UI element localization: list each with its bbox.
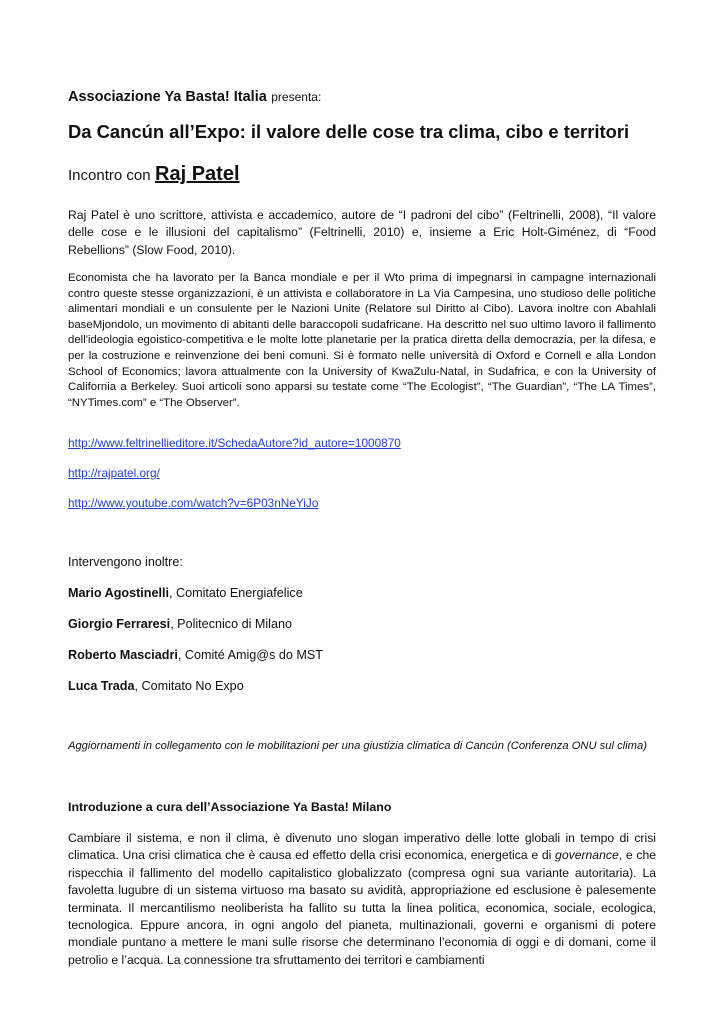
meeting-line [68, 163, 656, 186]
page-title: Da Cancún all’Expo: il valore delle cose tra clima, cibo e territori [68, 121, 630, 142]
speaker-name: Raj Patel [155, 163, 240, 185]
speaker-row [68, 617, 656, 631]
speaker-row [68, 586, 656, 600]
speaker-row-affiliation: , Politecnico di Milano [170, 617, 292, 631]
speaker-row-affiliation: , Comitato Energiafelice [169, 586, 303, 600]
speaker-row-name: Giorgio Ferraresi [68, 617, 171, 631]
intro-text-part: , e che rispecchia il fallimento del modello capitalistico globalizzato (compresa ogni sua variante autoritaria). La favoletta lugubre di un sistema virtuoso ma basato su avidità, appropriazione ed esclusione è palesemente terminata. Il mercantilismo neoliberista ha fallito su tutta la linea politica, economica, sociale, ecologica, tecnologica. Eppure ancora, in ogni angolo del pianeta, multinazionali, governi e organismi di potere mondiale puntano a mettere le mani sulle risorse che determinano l’economia di oggi e di domani, come il petrolio e l’acqua. La connessione tra sfruttamento dei territori e cambiamenti [68, 848, 656, 967]
presents-label: presenta: [271, 90, 322, 104]
intro-heading: Introduzione a cura dell’Associazione Ya Basta! Milano [68, 800, 392, 814]
speaker-row [68, 648, 656, 662]
intro-text-italic: governance [555, 848, 619, 863]
meeting-prefix: Incontro con [68, 167, 151, 184]
org-name: Associazione Ya Basta! Italia [68, 89, 267, 105]
speaker-row-name: Mario Agostinelli [68, 586, 169, 600]
intro-text [68, 830, 656, 969]
updates-note: Aggiornamenti in collegamento con le mobilitazioni per una giustizia climatica di Cancún (Conferenza ONU sul clima) [68, 740, 647, 752]
speakers-heading: Intervengono inoltre: [68, 555, 183, 569]
intro-text-part: Cambiare il sistema, e non il clima, è divenuto uno slogan imperativo delle lotte globali in tempo di crisi climatica. Una crisi climatica che è causa ed effetto della crisi economica, energetica e di [68, 831, 656, 863]
speaker-row [68, 679, 656, 693]
bio-details: Economista che ha lavorato per la Banca mondiale e per il Wto prima di impegnarsi in campagne internazionali contro queste stesse organizzazioni, è un attivista e collaboratore in La Via Campesina, uno studioso delle politiche alimentari mondiali e un consulente per le Nazioni Unite (Relatore sul Diritto al Cibo). Lavora inoltre con Abahlali baseMjondolo, un movimento di abitanti delle baraccopoli sudafricane. Ha descritto nel suo ultimo lavoro il fallimento dell'ideologia egoistico-competitiva e le molte lotte planetarie per la pratica diretta della democrazia, per la difesa, e per la costruzione e reinvenzione dei beni comuni. Si è formato nelle università di Oxford e Cornell e alla London School of Economics; lavora attualmente con la University of KwaZulu-Natal, in Sudafrica, e con la University of California a Berkeley. Suoi articoli sono apparsi su testate come “The Ecologist”, “The Guardian”, “The LA Times”, “NYTimes.com” e “The Observer”. [68, 272, 656, 409]
speaker-row-affiliation: , Comitato No Expo [134, 679, 244, 693]
bio-intro: Raj Patel è uno scrittore, attivista e accademico, autore de “I padroni del cibo” (Feltrinelli, 2008), “Il valore delle cose e le illusioni del capitalismo” (Feltrinelli, 2010) e, insieme a Eric Holt-Giménez, di “Food Rebellions” (Slow Food, 2010). [68, 208, 656, 257]
speaker-row-name: Luca Trada [68, 679, 135, 693]
link-feltrinelli[interactable]: http://www.feltrinellieditore.it/SchedaAutore?id_autore=1000870 [68, 436, 401, 450]
speaker-row-affiliation: , Comité Amig@s do MST [177, 648, 323, 662]
link-youtube[interactable]: http://www.youtube.com/watch?v=6P03nNeYiJo [68, 496, 319, 510]
link-rajpatel[interactable]: http://rajpatel.org/ [68, 466, 160, 480]
org-line [68, 88, 656, 106]
speaker-row-name: Roberto Masciadri [68, 648, 178, 662]
